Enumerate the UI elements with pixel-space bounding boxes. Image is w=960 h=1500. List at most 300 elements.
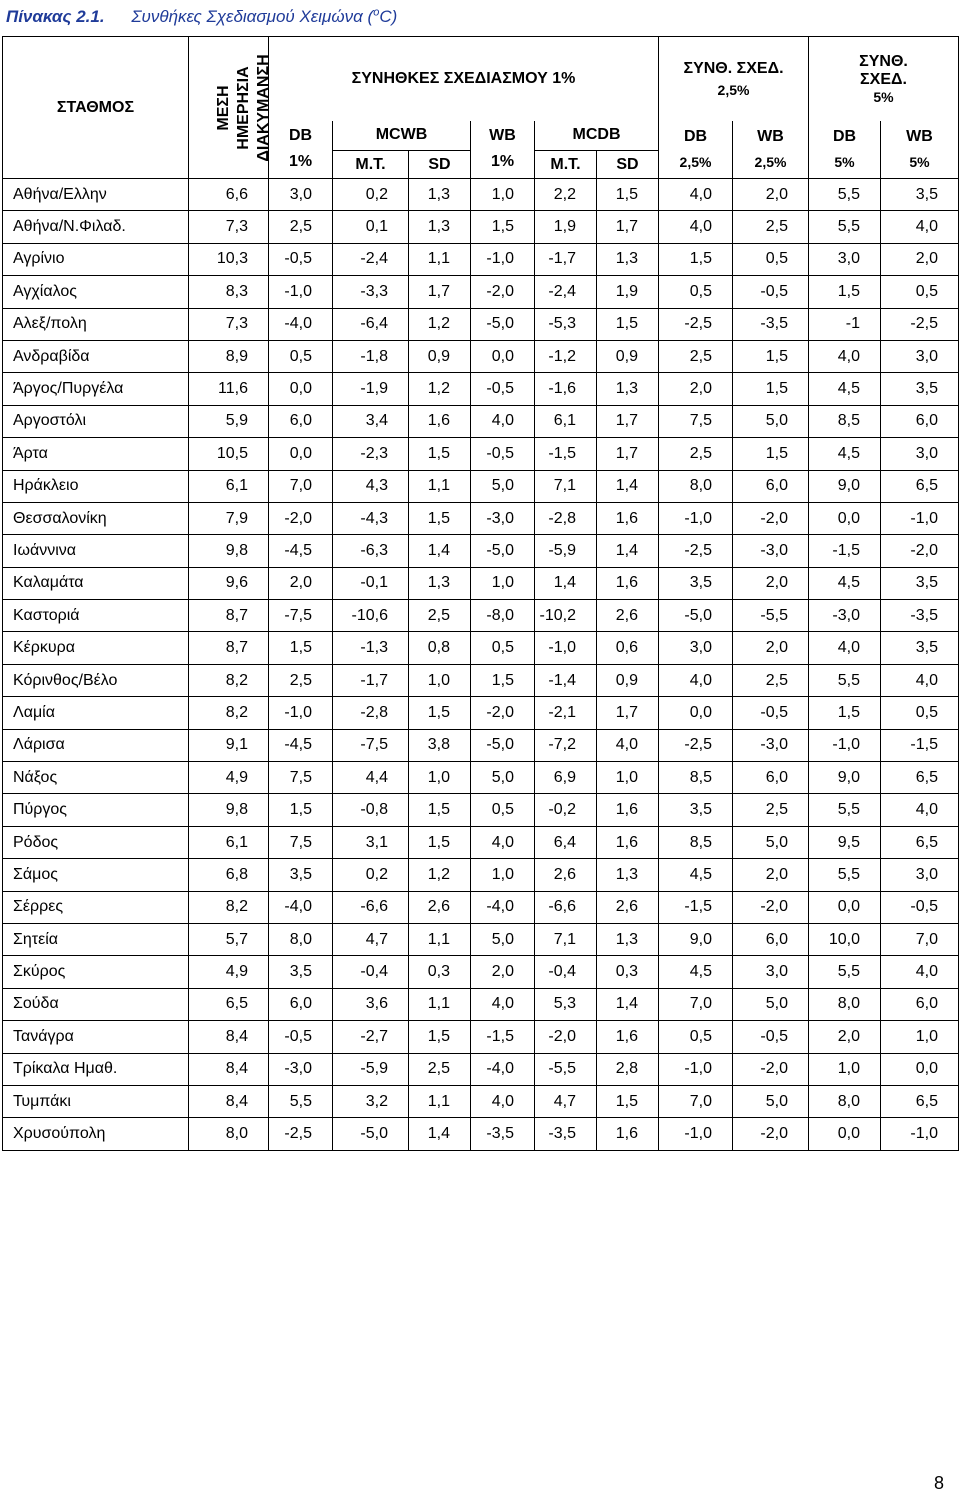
table-cell: 6,9	[535, 762, 597, 794]
table-cell: 4,4	[333, 762, 409, 794]
table-cell: 4,0	[471, 826, 535, 858]
table-cell: 9,0	[659, 923, 733, 955]
table-cell: 1,0	[409, 664, 471, 696]
table-cell: 3,0	[809, 243, 881, 275]
table-cell: 6,0	[881, 405, 959, 437]
table-row	[3, 762, 959, 794]
table-cell: 2,8	[597, 1053, 659, 1085]
table-cell: 6,5	[881, 470, 959, 502]
table-cell: 0,3	[597, 956, 659, 988]
table-row	[3, 243, 959, 275]
table-body	[3, 179, 959, 1151]
table-cell: -6,4	[333, 308, 409, 340]
table-cell: 5,0	[471, 923, 535, 955]
table-cell: 1,0	[471, 567, 535, 599]
table-cell: 8,5	[659, 826, 733, 858]
table-cell: 1,3	[597, 859, 659, 891]
table-cell: 4,7	[333, 923, 409, 955]
header-db-5: DB 5%	[809, 121, 881, 179]
table-cell: 2,0	[733, 567, 809, 599]
table-cell: -0,5	[881, 891, 959, 923]
table-cell: 1,3	[597, 243, 659, 275]
table-cell: 7,5	[269, 762, 333, 794]
table-cell: -10,6	[333, 600, 409, 632]
table-cell: 3,0	[881, 859, 959, 891]
table-cell: 4,0	[471, 405, 535, 437]
table-cell: -5,0	[471, 729, 535, 761]
station-name: Τυμπάκι	[3, 1085, 189, 1117]
table-cell: -2,0	[535, 1021, 597, 1053]
table-cell: 4,5	[659, 859, 733, 891]
table-row	[3, 276, 959, 308]
table-cell: 8,5	[659, 762, 733, 794]
station-name: Πύργος	[3, 794, 189, 826]
table-cell: 5,7	[189, 923, 269, 955]
table-cell: 0,5	[269, 340, 333, 372]
table-cell: 7,3	[189, 308, 269, 340]
table-cell: 0,0	[471, 340, 535, 372]
station-name: Αλεξ/πολη	[3, 308, 189, 340]
table-row	[3, 794, 959, 826]
table-cell: 1,5	[597, 179, 659, 211]
table-cell: 1,7	[597, 438, 659, 470]
table-cell: -5,5	[535, 1053, 597, 1085]
station-name: Σέρρες	[3, 891, 189, 923]
table-cell: 1,5	[471, 211, 535, 243]
table-cell: -1,0	[809, 729, 881, 761]
table-cell: -3,0	[733, 535, 809, 567]
table-cell: -2,5	[881, 308, 959, 340]
table-cell: 2,5	[269, 211, 333, 243]
table-cell: 1,3	[409, 567, 471, 599]
table-cell: -2,5	[269, 1118, 333, 1150]
table-cell: -1,7	[535, 243, 597, 275]
table-cell: -1,5	[471, 1021, 535, 1053]
table-cell: 3,5	[269, 859, 333, 891]
table-cell: -5,3	[535, 308, 597, 340]
header-db-25: DB 2,5%	[659, 121, 733, 179]
table-cell: 1,2	[409, 859, 471, 891]
table-cell: -0,5	[269, 1021, 333, 1053]
table-cell: 2,5	[659, 438, 733, 470]
table-cell: 8,2	[189, 697, 269, 729]
station-name: Σάμος	[3, 859, 189, 891]
table-cell: -0,5	[733, 276, 809, 308]
table-cell: -2,5	[659, 308, 733, 340]
table-cell: 3,0	[881, 340, 959, 372]
table-cell: -6,3	[333, 535, 409, 567]
table-cell: 9,0	[809, 762, 881, 794]
table-cell: -1,0	[471, 243, 535, 275]
station-name: Αθήνα/Ν.Φιλαδ.	[3, 211, 189, 243]
table-cell: 4,5	[809, 567, 881, 599]
table-cell: 0,0	[809, 1118, 881, 1150]
table-row	[3, 405, 959, 437]
table-cell: -2,0	[733, 1118, 809, 1150]
table-cell: 6,6	[189, 179, 269, 211]
table-cell: 9,5	[809, 826, 881, 858]
table-cell: 1,0	[471, 859, 535, 891]
station-name: Θεσσαλονίκη	[3, 502, 189, 534]
table-cell: -3,5	[535, 1118, 597, 1150]
table-cell: 6,8	[189, 859, 269, 891]
table-cell: 1,6	[597, 1021, 659, 1053]
table-cell: -4,0	[269, 891, 333, 923]
table-cell: 4,5	[809, 438, 881, 470]
table-cell: 6,0	[733, 923, 809, 955]
table-row	[3, 1085, 959, 1117]
table-cell: 7,0	[269, 470, 333, 502]
table-cell: 2,5	[269, 664, 333, 696]
table-caption	[6, 6, 397, 27]
table-cell: 7,1	[535, 470, 597, 502]
table-cell: 5,5	[269, 1085, 333, 1117]
table-cell: 5,0	[733, 826, 809, 858]
table-cell: -2,0	[733, 891, 809, 923]
table-row	[3, 340, 959, 372]
table-cell: 6,0	[733, 470, 809, 502]
table-cell: 0,8	[409, 632, 471, 664]
table-cell: 1,7	[597, 405, 659, 437]
table-cell: 0,1	[333, 211, 409, 243]
table-cell: -5,0	[471, 535, 535, 567]
table-cell: 5,5	[809, 179, 881, 211]
table-cell: 6,5	[881, 1085, 959, 1117]
table-cell: 0,3	[409, 956, 471, 988]
table-cell: -2,0	[733, 1053, 809, 1085]
table-cell: 7,9	[189, 502, 269, 534]
table-cell: 0,6	[597, 632, 659, 664]
table-cell: -1,5	[535, 438, 597, 470]
table-cell: 6,0	[881, 988, 959, 1020]
table-cell: 2,0	[809, 1021, 881, 1053]
table-cell: 1,0	[409, 762, 471, 794]
table-cell: 7,0	[659, 1085, 733, 1117]
table-cell: -0,1	[333, 567, 409, 599]
table-cell: 1,5	[733, 373, 809, 405]
station-name: Σκύρος	[3, 956, 189, 988]
header-daily-range	[189, 37, 272, 179]
table-cell: 0,5	[659, 276, 733, 308]
table-cell: -0,2	[535, 794, 597, 826]
station-name: Καστοριά	[3, 600, 189, 632]
header-mcdb-mt: M.T.	[535, 151, 597, 179]
station-name: Κέρκυρα	[3, 632, 189, 664]
table-row	[3, 826, 959, 858]
table-cell: -5,0	[471, 308, 535, 340]
table-cell: 1,9	[535, 211, 597, 243]
table-cell: 1,5	[471, 664, 535, 696]
table-cell: 3,5	[881, 632, 959, 664]
header-mcwb: MCWB	[333, 121, 471, 151]
table-cell: -6,6	[333, 891, 409, 923]
table-header	[3, 37, 959, 179]
table-cell: -1,5	[881, 729, 959, 761]
table-cell: -3,0	[471, 502, 535, 534]
table-cell: 6,0	[269, 988, 333, 1020]
table-cell: 3,5	[659, 794, 733, 826]
header-usual-1: ΣΥΝΗΘΚΕΣ ΣΧΕΔΙΑΣΜΟΥ 1%	[269, 37, 659, 121]
table-cell: -3,0	[733, 729, 809, 761]
table-cell: 3,5	[881, 373, 959, 405]
table-cell: -5,0	[333, 1118, 409, 1150]
table-cell: 1,3	[597, 373, 659, 405]
table-cell: 1,7	[597, 211, 659, 243]
table-cell: 1,1	[409, 1085, 471, 1117]
table-cell: 1,5	[597, 1085, 659, 1117]
table-cell: 1,2	[409, 373, 471, 405]
table-row	[3, 956, 959, 988]
table-cell: -3,3	[333, 276, 409, 308]
header-daily-range-text: ΜΕΣΗ ΗΜΕΡΗΣΙΑ ΔΙΑΚΥΜΑΝΣΗ	[215, 53, 272, 162]
table-cell: 6,5	[189, 988, 269, 1020]
table-cell: 9,6	[189, 567, 269, 599]
table-cell: -1,6	[535, 373, 597, 405]
table-cell: -7,5	[269, 600, 333, 632]
table-cell: -2,3	[333, 438, 409, 470]
table-cell: 8,2	[189, 664, 269, 696]
station-name: Αγρίνιο	[3, 243, 189, 275]
table-cell: -0,5	[269, 243, 333, 275]
table-cell: -3,5	[733, 308, 809, 340]
table-cell: 1,5	[409, 826, 471, 858]
table-cell: 0,5	[881, 697, 959, 729]
table-cell: 2,5	[409, 1053, 471, 1085]
table-cell: 2,5	[733, 794, 809, 826]
table-cell: 8,5	[809, 405, 881, 437]
table-cell: 0,2	[333, 179, 409, 211]
table-cell: 5,0	[471, 762, 535, 794]
table-cell: -0,4	[535, 956, 597, 988]
table-cell: -2,5	[659, 535, 733, 567]
table-cell: -4,5	[269, 535, 333, 567]
table-cell: 1,3	[409, 211, 471, 243]
table-cell: -2,8	[333, 697, 409, 729]
table-cell: 1,0	[471, 179, 535, 211]
table-cell: 0,0	[809, 891, 881, 923]
table-cell: -2,4	[535, 276, 597, 308]
table-cell: -1,5	[659, 891, 733, 923]
header-mcdb-sd: SD	[597, 151, 659, 179]
table-cell: 3,8	[409, 729, 471, 761]
table-cell: 10,0	[809, 923, 881, 955]
table-cell: 5,0	[733, 988, 809, 1020]
station-name: Λάρισα	[3, 729, 189, 761]
table-row	[3, 179, 959, 211]
table-cell: 1,5	[809, 697, 881, 729]
station-name: Ανδραβίδα	[3, 340, 189, 372]
table-cell: 4,3	[333, 470, 409, 502]
table-cell: 4,5	[809, 373, 881, 405]
station-name: Αθήνα/Ελλην	[3, 179, 189, 211]
table-cell: 2,0	[659, 373, 733, 405]
table-cell: 2,6	[535, 859, 597, 891]
table-cell: 0,0	[269, 373, 333, 405]
table-cell: 1,4	[409, 1118, 471, 1150]
table-cell: 5,9	[189, 405, 269, 437]
table-cell: 1,5	[269, 632, 333, 664]
table-cell: 1,6	[409, 405, 471, 437]
table-cell: -3,5	[471, 1118, 535, 1150]
table-cell: 1,5	[269, 794, 333, 826]
table-cell: 0,5	[659, 1021, 733, 1053]
station-name: Τρίκαλα Ημαθ.	[3, 1053, 189, 1085]
table-cell: -1,0	[269, 697, 333, 729]
table-cell: 1,4	[597, 988, 659, 1020]
table-cell: 4,0	[659, 211, 733, 243]
table-cell: 1,0	[881, 1021, 959, 1053]
table-cell: 1,2	[409, 308, 471, 340]
table-cell: 7,0	[881, 923, 959, 955]
table-cell: 1,4	[409, 535, 471, 567]
header-wb-5: WB 5%	[881, 121, 959, 179]
table-cell: -3,0	[809, 600, 881, 632]
station-name: Σητεία	[3, 923, 189, 955]
table-row	[3, 859, 959, 891]
table-cell: 5,5	[809, 664, 881, 696]
station-name: Ιωάννινα	[3, 535, 189, 567]
header-mcdb: MCDB	[535, 121, 659, 151]
table-cell: 4,9	[189, 956, 269, 988]
header-station: ΣΤΑΘΜΟΣ	[3, 37, 189, 179]
table-cell: 7,3	[189, 211, 269, 243]
table-cell: 5,5	[809, 794, 881, 826]
table-cell: 3,1	[333, 826, 409, 858]
table-cell: -1,0	[659, 502, 733, 534]
table-cell: 5,5	[809, 859, 881, 891]
table-cell: 1,7	[409, 276, 471, 308]
table-cell: 1,9	[597, 276, 659, 308]
table-cell: -3,5	[881, 600, 959, 632]
table-row	[3, 891, 959, 923]
table-cell: -4,0	[269, 308, 333, 340]
table-cell: -2,0	[471, 276, 535, 308]
table-cell: 1,1	[409, 470, 471, 502]
table-row	[3, 1053, 959, 1085]
table-cell: 7,1	[535, 923, 597, 955]
table-cell: 3,5	[881, 567, 959, 599]
station-name: Λαμία	[3, 697, 189, 729]
table-cell: 10,5	[189, 438, 269, 470]
table-cell: -0,8	[333, 794, 409, 826]
table-cell: 8,3	[189, 276, 269, 308]
table-cell: 8,7	[189, 600, 269, 632]
table-cell: 1,5	[409, 697, 471, 729]
table-cell: 3,0	[881, 438, 959, 470]
header-db-1: DB 1%	[269, 121, 333, 179]
station-name: Χρυσούπολη	[3, 1118, 189, 1150]
station-name: Τανάγρα	[3, 1021, 189, 1053]
table-cell: 4,5	[659, 956, 733, 988]
table-row	[3, 1118, 959, 1150]
table-cell: 9,1	[189, 729, 269, 761]
table-cell: -1,0	[535, 632, 597, 664]
table-cell: 0,5	[471, 632, 535, 664]
table-cell: 1,5	[733, 438, 809, 470]
table-cell: -1	[809, 308, 881, 340]
table-cell: 0,2	[333, 859, 409, 891]
caption-label: Πίνακας 2.1.	[6, 6, 105, 26]
table-cell: 5,0	[733, 405, 809, 437]
table-cell: 1,1	[409, 988, 471, 1020]
table-cell: -6,6	[535, 891, 597, 923]
table-cell: 2,5	[409, 600, 471, 632]
table-cell: 3,0	[269, 179, 333, 211]
table-row	[3, 502, 959, 534]
table-cell: -1,0	[881, 502, 959, 534]
station-name: Κόρινθος/Βέλο	[3, 664, 189, 696]
table-cell: 0,5	[881, 276, 959, 308]
table-cell: -1,2	[535, 340, 597, 372]
header-usual-5: ΣΥΝΘ. ΣΧΕΔ. 5%	[809, 37, 959, 121]
table-cell: 4,0	[881, 664, 959, 696]
header-mcwb-mt: M.T.	[333, 151, 409, 179]
table-cell: 4,0	[471, 1085, 535, 1117]
table-cell: 1,6	[597, 794, 659, 826]
table-cell: 4,0	[471, 988, 535, 1020]
table-cell: 1,5	[409, 794, 471, 826]
table-cell: -1,5	[809, 535, 881, 567]
table-cell: 1,1	[409, 923, 471, 955]
table-cell: 1,5	[659, 243, 733, 275]
table-cell: 3,4	[333, 405, 409, 437]
table-cell: 1,5	[597, 308, 659, 340]
table-cell: 8,4	[189, 1085, 269, 1117]
table-cell: 0,0	[659, 697, 733, 729]
table-cell: 4,0	[809, 632, 881, 664]
table-cell: 1,1	[409, 243, 471, 275]
table-cell: -1,0	[881, 1118, 959, 1150]
table-cell: -0,5	[471, 373, 535, 405]
table-cell: 1,4	[597, 535, 659, 567]
table-cell: -0,5	[733, 1021, 809, 1053]
table-cell: 3,6	[333, 988, 409, 1020]
station-name: Άργος/Πυργέλα	[3, 373, 189, 405]
table-cell: -7,5	[333, 729, 409, 761]
table-cell: 3,5	[659, 567, 733, 599]
table-cell: 6,0	[733, 762, 809, 794]
table-cell: 6,5	[881, 762, 959, 794]
table-cell: 3,5	[881, 179, 959, 211]
table-cell: 8,0	[659, 470, 733, 502]
table-cell: 2,0	[733, 179, 809, 211]
table-cell: 2,2	[535, 179, 597, 211]
table-cell: 1,5	[809, 276, 881, 308]
table-row	[3, 664, 959, 696]
header-wb-1: WB 1%	[471, 121, 535, 179]
table-row	[3, 308, 959, 340]
table-cell: 6,1	[535, 405, 597, 437]
table-cell: 6,0	[269, 405, 333, 437]
table-cell: -2,4	[333, 243, 409, 275]
table-cell: 1,5	[409, 502, 471, 534]
table-cell: 7,5	[269, 826, 333, 858]
table-row	[3, 923, 959, 955]
table-cell: 2,5	[659, 340, 733, 372]
table-cell: -0,5	[733, 697, 809, 729]
table-cell: -1,0	[269, 276, 333, 308]
table-cell: 4,0	[881, 956, 959, 988]
table-row	[3, 697, 959, 729]
table-cell: 4,0	[659, 664, 733, 696]
table-cell: 5,0	[733, 1085, 809, 1117]
table-cell: 8,0	[269, 923, 333, 955]
table-cell: 4,0	[881, 211, 959, 243]
table-cell: 2,0	[733, 859, 809, 891]
table-row	[3, 1021, 959, 1053]
table-cell: 5,5	[809, 956, 881, 988]
table-cell: 2,5	[733, 664, 809, 696]
